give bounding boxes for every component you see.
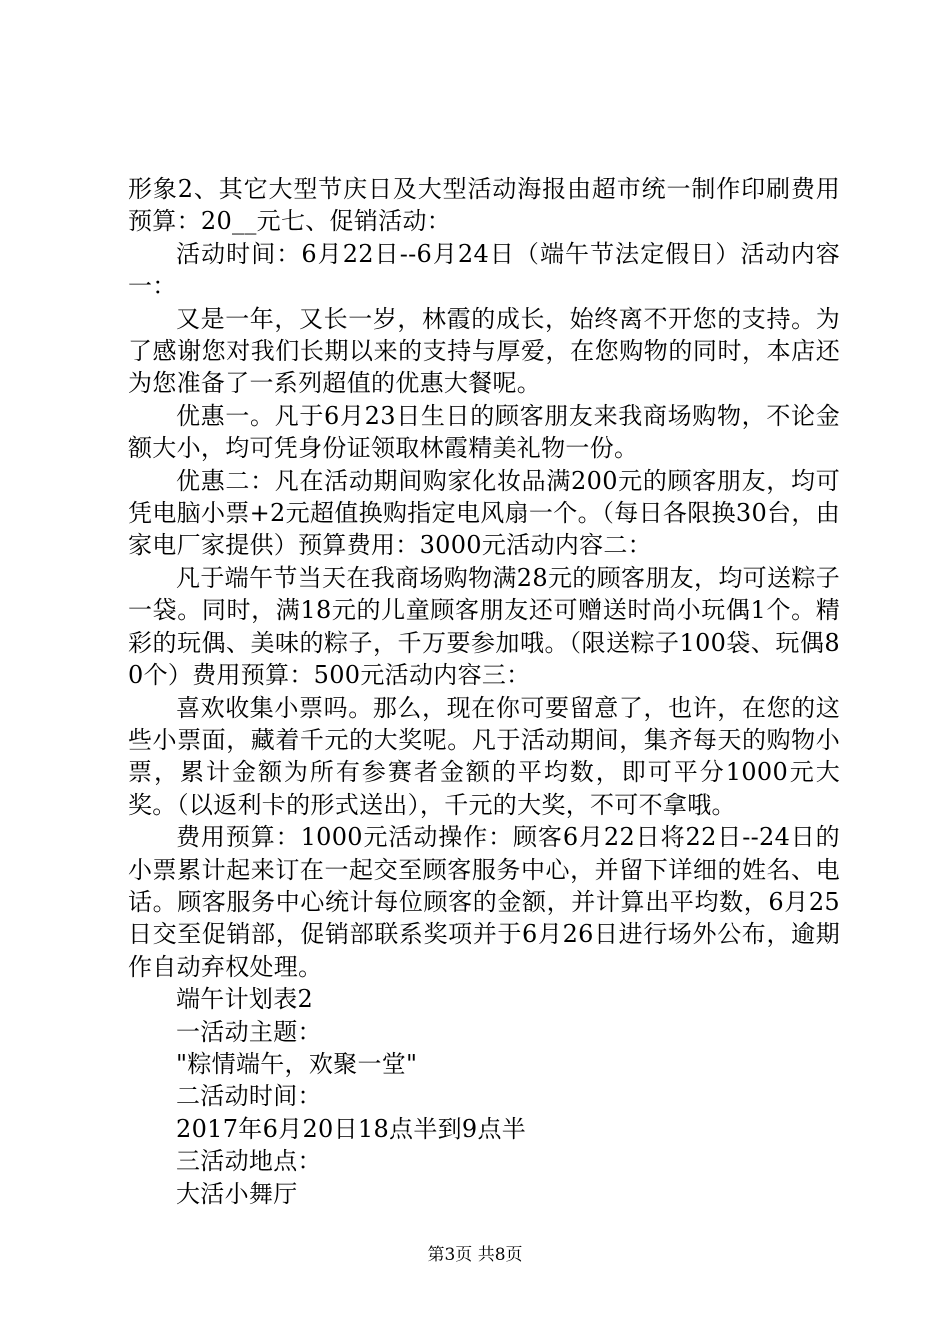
theme-value: "粽情端午，欢聚一堂" <box>176 1049 418 1078</box>
paragraph-5: 优惠二：凡在活动期间购家化妆品满200元的顾客朋友，均可凭电脑小票+2元超值换购指定电风扇一个。（每日各限换30台，由家电厂家提供）预算费用：3000元活动内容二： <box>128 466 840 560</box>
section-heading-theme: 一活动主题： <box>176 1017 322 1046</box>
section-heading-time: 二活动时间： <box>176 1082 322 1111</box>
paragraph-4: 优惠一。凡于6月23日生日的顾客朋友来我商场购物，不论金额大小，均可凭身份证领取林霞精美礼物一份。 <box>128 401 840 463</box>
document-body <box>128 173 840 1210</box>
paragraph-1: 形象2、其它大型节庆日及大型活动海报由超市统一制作印刷费用预算：20__元七、促销活动： <box>128 175 840 236</box>
page-number-footer: 第3页 共8页 <box>427 1245 523 1265</box>
paragraph-6: 凡于端午节当天在我商场购物满28元的顾客朋友，均可送粽子一袋。同时，满18元的儿童顾客朋友还可赠送时尚小玩偶1个。精彩的玩偶、美味的粽子，千万要参加哦。（限送粽子100袋、玩偶80个）费用预算：500元活动内容三： <box>128 563 840 690</box>
paragraph-3: 又是一年，又长一岁，林霞的成长，始终离不开您的支持。为了感谢您对我们长期以来的支持与厚爱，在您购物的同时，本店还为您准备了一系列超值的优惠大餐呢。 <box>128 304 840 398</box>
section-heading-plan: 端午计划表2 <box>176 985 314 1014</box>
location-value: 大活小舞厅 <box>176 1179 298 1208</box>
section-heading-location: 三活动地点： <box>176 1147 322 1176</box>
time-value: 2017年6月20日18点半到9点半 <box>176 1114 527 1143</box>
paragraph-8: 费用预算：1000元活动操作：顾客6月22日将22日--24日的小票累计起来订在一起交至顾客服务中心，并留下详细的姓名、电话。顾客服务中心统计每位顾客的金额，并计算出平均数，6月25日交至促销部，促销部联系奖项并于6月26日进行场外公布，逾期作自动弃权处理。 <box>128 823 840 981</box>
paragraph-2: 活动时间：6月22日--6月24日（端午节法定假日）活动内容一： <box>128 239 840 301</box>
paragraph-7: 喜欢收集小票吗。那么，现在你可要留意了，也许，在您的这些小票面，藏着千元的大奖呢。凡于活动期间，集齐每天的购物小票，累计金额为所有参赛者金额的平均数，即可平分1000元大奖。（以返利卡的形式送出），千元的大奖，不可不拿哦。 <box>128 693 840 819</box>
